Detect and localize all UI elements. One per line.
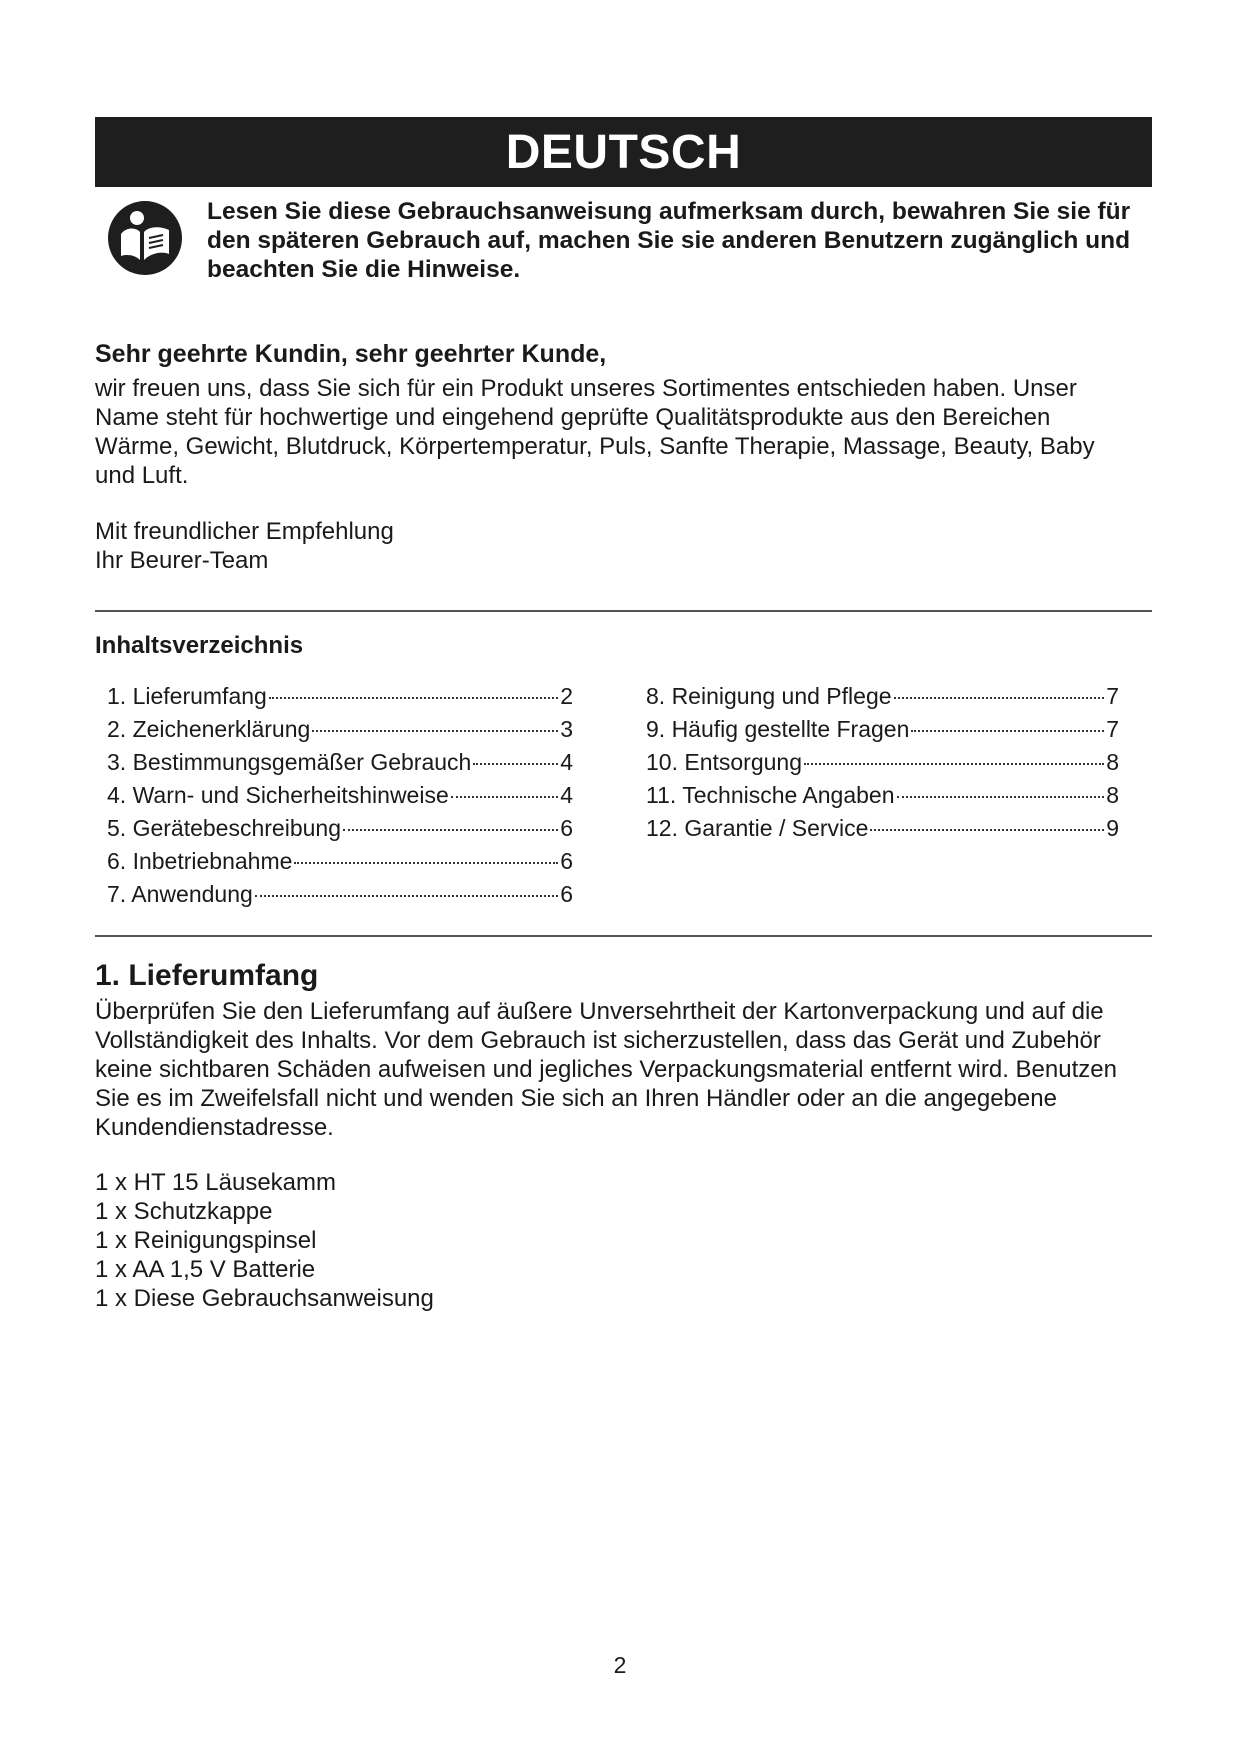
toc-leader: [294, 862, 558, 864]
toc-entry[interactable]: [107, 680, 573, 713]
closing: [95, 517, 695, 575]
toc-entry-page: 4: [560, 782, 573, 808]
greeting: Sehr geehrte Kundin, sehr geehrter Kunde,: [95, 340, 607, 368]
list-item: 1 x Diese Gebrauchsanweisung: [95, 1285, 434, 1312]
toc-entry-label: 9. Häufig gestellte Fragen: [646, 716, 910, 742]
list-item: 1 x HT 15 Läusekamm: [95, 1169, 336, 1196]
toc-entry[interactable]: [107, 812, 573, 845]
list-item: 1 x Schutzkappe: [95, 1198, 273, 1225]
toc-leader: [804, 763, 1104, 765]
toc-entry[interactable]: [107, 779, 573, 812]
toc-leader: [473, 763, 558, 765]
toc-leader: [255, 895, 558, 897]
toc-entry-label: 10. Entsorgung: [646, 749, 803, 775]
toc-entry[interactable]: [107, 746, 573, 779]
list-item: 1 x Reinigungspinsel: [95, 1227, 317, 1254]
toc-leader: [269, 697, 558, 699]
toc-entry-page: 7: [1106, 683, 1119, 709]
toc-heading: Inhaltsverzeichnis: [95, 632, 304, 659]
signature-line: Ihr Beurer-Team: [95, 547, 269, 574]
toc-entry-page: 6: [560, 881, 573, 907]
language-title: DEUTSCH: [505, 125, 742, 179]
language-banner: [95, 117, 1152, 187]
toc-entry[interactable]: [646, 746, 1119, 779]
section-paragraph: Überprüfen Sie den Lieferumfang auf äußere Unversehrtheit der Kartonverpackung und auf die Vollständigkeit des Inhalts. Vor dem Gebrauch ist sicherzustellen, dass das Gerät und Zubehör keine sichtbaren Schäden aufweisen und jegliches Verpackungsmaterial entfernt wird. Benutzen Sie es im Zweifelsfall nicht und wenden Sie sich an Ihren Händler oder an die angegebene Kundendienstadresse.: [95, 998, 1117, 1141]
page-number: 2: [613, 1652, 627, 1678]
toc-column-right: [646, 680, 1119, 845]
toc-entry-label: 5. Gerätebeschreibung: [107, 815, 341, 841]
toc-entry-label: 7. Anwendung: [107, 881, 253, 907]
divider: [95, 935, 1152, 937]
intro-paragraph: wir freuen uns, dass Sie sich für ein Produkt unseres Sortimentes entschieden haben. Unser Name steht für hochwertige und eingehend geprüfte Qualitätsprodukte aus den Bereichen Wärme, Gewicht, Blutdruck, Körpertemperatur, Puls, Sanfte Therapie, Massage, Beauty, Baby und Luft.: [95, 375, 1095, 489]
toc-entry[interactable]: [646, 713, 1119, 746]
toc-leader: [897, 796, 1105, 798]
toc-column-left: [107, 680, 573, 911]
toc-leader: [451, 796, 558, 798]
list-item: 1 x AA 1,5 V Batterie: [95, 1256, 316, 1283]
toc-leader: [894, 697, 1105, 699]
toc-entry[interactable]: [646, 812, 1119, 845]
toc-leader: [343, 829, 558, 831]
toc-entry-page: 8: [1106, 782, 1119, 808]
toc-leader: [911, 730, 1104, 732]
toc-leader: [312, 730, 558, 732]
toc-entry-page: 7: [1106, 716, 1119, 742]
read-manual-icon: [107, 200, 183, 276]
toc-entry-label: 1. Lieferumfang: [107, 683, 267, 709]
toc-entry[interactable]: [646, 680, 1119, 713]
divider: [95, 610, 1152, 612]
toc-entry-page: 4: [560, 749, 573, 775]
section-title: 1. Lieferumfang: [95, 959, 319, 992]
toc-entry-label: 8. Reinigung und Pflege: [646, 683, 892, 709]
toc-entry-label: 6. Inbetriebnahme: [107, 848, 293, 874]
safety-notice: Lesen Sie diese Gebrauchsanweisung aufmerksam durch, bewahren Sie sie für den späteren Gebrauch auf, machen Sie sie anderen Benutzern zugänglich und beachten Sie die Hinweise.: [207, 198, 1131, 283]
toc-entry[interactable]: [107, 713, 573, 746]
toc-entry-page: 6: [560, 848, 573, 874]
delivery-items-list: [95, 1168, 434, 1313]
toc-entry[interactable]: [646, 779, 1119, 812]
toc-entry[interactable]: [107, 878, 573, 911]
toc-leader: [870, 829, 1104, 831]
toc-entry-page: 8: [1106, 749, 1119, 775]
closing-line: Mit freundlicher Empfehlung: [95, 518, 394, 545]
toc-entry-label: 2. Zeichenerklärung: [107, 716, 311, 742]
toc-entry-label: 3. Bestimmungsgemäßer Gebrauch: [107, 749, 472, 775]
toc-entry-label: 4. Warn- und Sicherheitshinweise: [107, 782, 449, 808]
toc-entry-page: 3: [560, 716, 573, 742]
toc-entry-label: 11. Technische Angaben: [646, 782, 895, 808]
toc-entry-page: 2: [560, 683, 573, 709]
toc-entry-page: 6: [560, 815, 573, 841]
toc-entry-page: 9: [1106, 815, 1119, 841]
toc-entry-label: 12. Garantie / Service: [646, 815, 869, 841]
toc-entry[interactable]: [107, 845, 573, 878]
